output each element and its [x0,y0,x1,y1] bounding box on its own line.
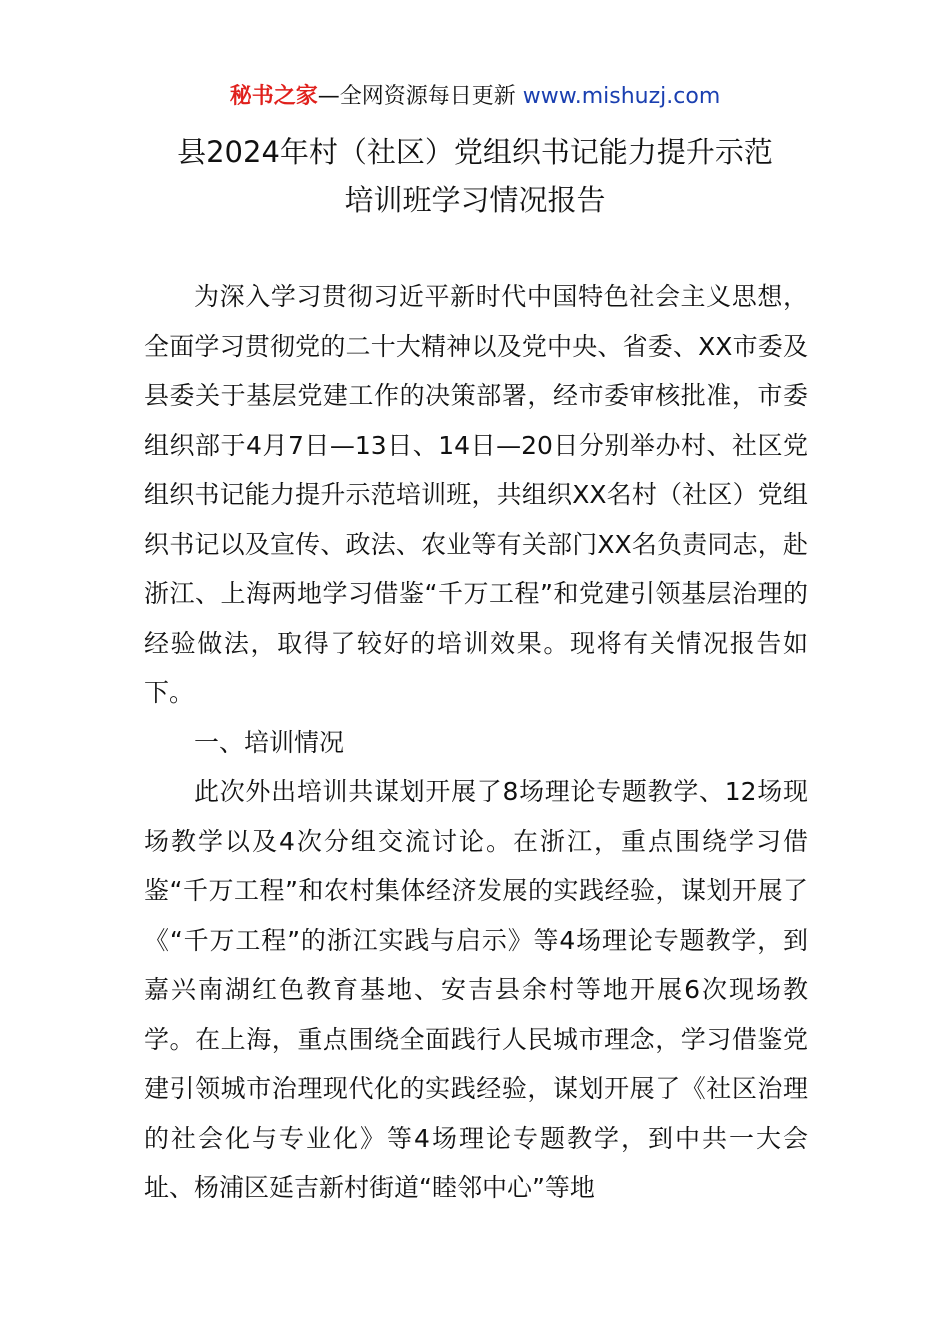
site-header [0,80,950,114]
brand-name: 秘书之家 [229,84,318,109]
header-tagline: —全网资源每日更新 [317,84,523,109]
site-url-link[interactable]: www.mishuzj.com [522,84,721,109]
title-line-1: 县2024年村（社区）党组织书记能力提升示范 [177,135,773,169]
section-heading-training: 一、培训情况 [194,727,345,757]
title-line-2: 培训班学习情况报告 [344,183,606,217]
training-paragraph: 此次外出培训共谋划开展了8场理论专题教学、12场现场教学以及4次分组交流讨论。在浙江，重点围绕学习借鉴“千万工程”和农村集体经济发展的实践经验，谋划开展了《“千万工程”的浙江实践与启示》等4场理论专题教学，到嘉兴南湖红色教育基地、安吉县余村等地开展6次现场教学。在上海，重点围绕全面践行人民城市理念，学习借鉴党建引领城市治理现代化的实践经验，谋划开展了《社区治理的社会化与专业化》等4场理论专题教学，到中共一大会址、杨浦区延吉新村街道“睦邻中心”等地 [144,777,808,1202]
document-body [144,272,808,1213]
intro-paragraph: 为深入学习贯彻习近平新时代中国特色社会主义思想，全面学习贯彻党的二十大精神以及党中央、省委、XX市委及县委关于基层党建工作的决策部署，经市委审核批准，市委组织部于4月7日—13日、14日—20日分别举办村、社区党组织书记能力提升示范培训班，共组织XX名村（社区）党组织书记以及宣传、政法、农业等有关部门XX名负责同志，赴浙江、上海两地学习借鉴“千万工程”和党建引领基层治理的经验做法，取得了较好的培训效果。现将有关情况报告如下。 [144,282,808,707]
document-title [0,128,950,224]
